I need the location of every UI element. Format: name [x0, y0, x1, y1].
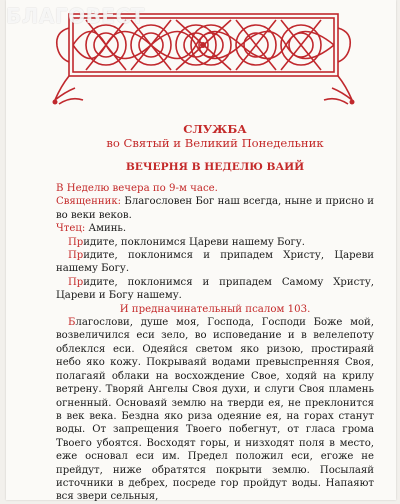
- book-page: [6, 0, 396, 503]
- verse-3: [56, 276, 374, 303]
- priest-line: [56, 195, 374, 222]
- service-title: СЛУЖБА: [183, 122, 247, 136]
- verse-3-text: идите, поклонимся и припадем Самому Христу, Цареви и Богу нашему.: [56, 276, 374, 302]
- reader-line: [56, 222, 374, 235]
- psalm-heading: И предначинательный псалом 103.: [119, 303, 311, 315]
- watermark: БЛАГОВЕСТ: [6, 4, 145, 28]
- service-subtitle: во Святый и Великий Понедельник: [106, 136, 324, 150]
- reader-role: Чтец:: [56, 223, 86, 235]
- psalm-initial: Б: [68, 317, 76, 329]
- verse-1: [56, 236, 374, 249]
- verse-2-text: идите, поклонимся и припадем Христу, Цареви нашему Богу.: [56, 250, 374, 275]
- psalm-body: лагослови, душе моя, Господа, Господи Боже мой, возвеличился еси зело, во исповедание и в велелепоту облеклся еси. Одеяйся светом яко ризою, простираяй небо яко кожу. Покрываяй водами превыспренняя Своя, полагаяй облаки на восхождение Свое, ходяй на крилу ветрену. Творяй Ангелы Своя духи, и слуги Своя пламень огненный. Основаяй землю на тверди ея, не преклонится в век века. Бездна яко риза одеяние ея, на горах станут воды. От запрещения Твоего побегнут, от гласа грома Твоего убоятся. Восходят горы, и низходят поля в место, еже основал еси им. Предел положил еси, егоже не прейдут, ниже обратятся покрыти землю. Посылаяй источники в дебрех, посреде гор пройдут воды. Напаяют вся звери сельныя,: [56, 317, 374, 503]
- verse-1-text: идите, поклонимся Цареви нашему Богу.: [83, 236, 305, 248]
- priest-role: Священник:: [56, 196, 122, 208]
- rubric: В Неделю вечера по 9-м часе.: [56, 183, 218, 194]
- service-text: [56, 122, 374, 504]
- verse-2: [56, 249, 374, 276]
- verse-1-initial: Пр: [68, 236, 84, 248]
- psalm-text: [56, 316, 374, 504]
- section-heading: ВЕЧЕРНЯ В НЕДЕЛЮ ВАИЙ: [125, 161, 305, 173]
- verse-2-initial: Пр: [68, 250, 84, 262]
- verse-3-initial: Пр: [68, 276, 84, 288]
- reader-text: Аминь.: [85, 223, 127, 235]
- priest-text: Благословен Бог наш всегда, ныне и присно и во веки веков.: [56, 196, 374, 221]
